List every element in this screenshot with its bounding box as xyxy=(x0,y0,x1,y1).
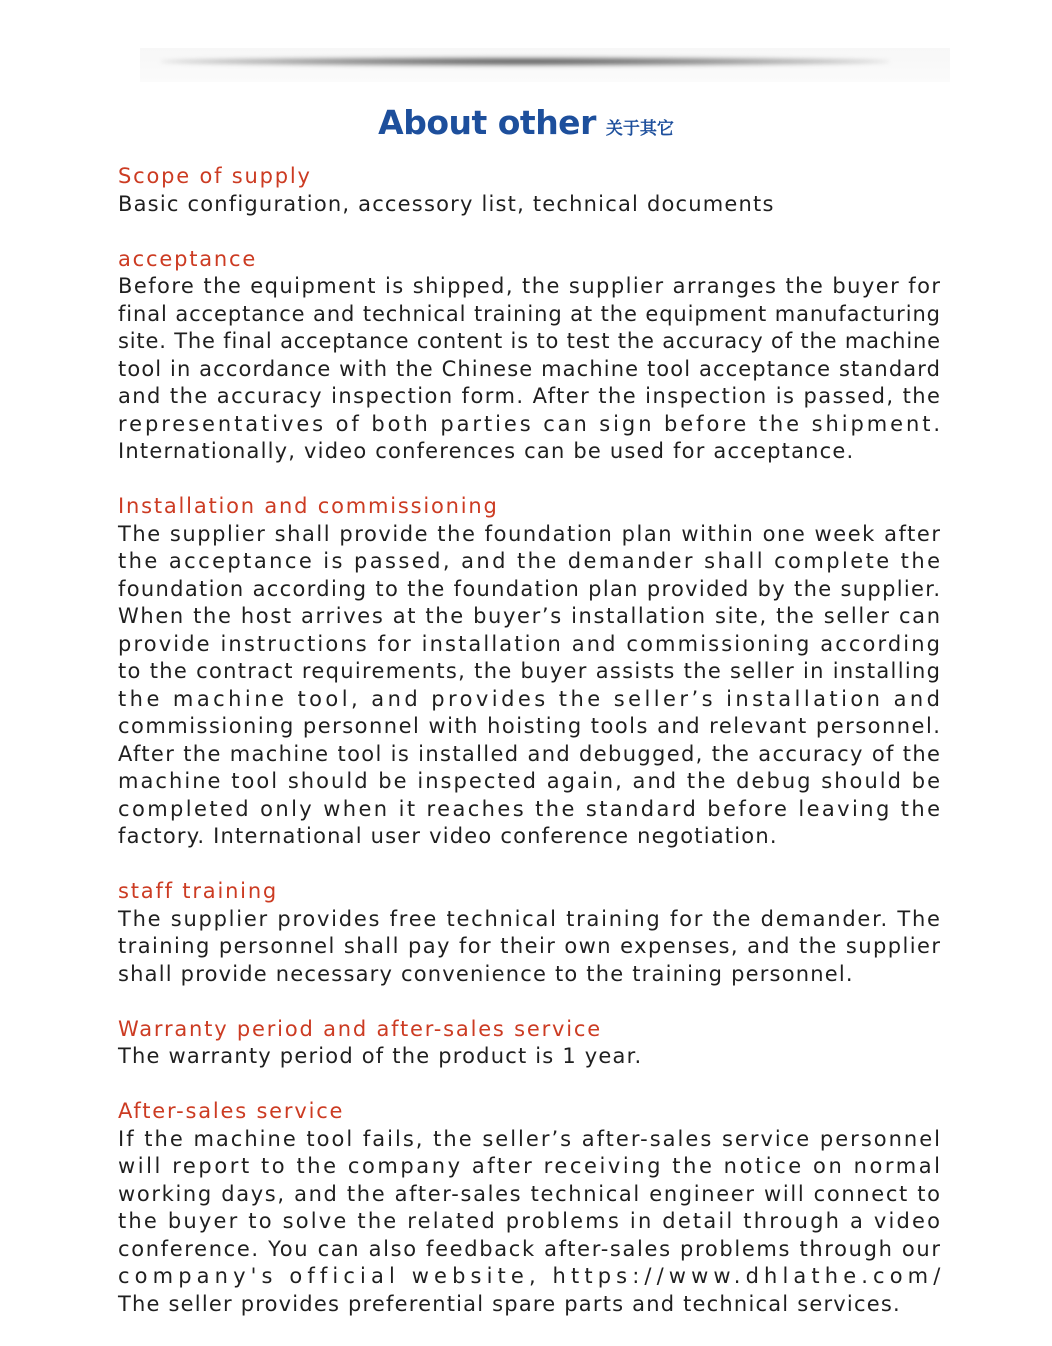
section-title: After-sales service xyxy=(118,1099,345,1123)
text-line: If the machine tool fails, the seller’s after-sales service personnel xyxy=(118,1126,943,1151)
section-scope-of-supply xyxy=(118,163,958,218)
section-text xyxy=(118,1126,958,1319)
section-acceptance xyxy=(118,246,958,466)
text-line: training personnel shall pay for their own expenses, and the supplier xyxy=(118,934,942,958)
text-line: shall provide necessary convenience to the training personnel. xyxy=(118,961,854,986)
text-line: provide instructions for installation and commissioning according xyxy=(118,631,943,656)
text-line: working days, and the after-sales technical engineer will connect to xyxy=(118,1181,942,1206)
text-line: tool in accordance with the Chinese machine tool acceptance standard xyxy=(118,356,942,381)
section-text xyxy=(118,906,958,989)
text-line: Before the equipment is shipped, the supplier arranges the buyer for xyxy=(118,274,942,298)
section-title: acceptance xyxy=(118,246,258,271)
text-line: The supplier provides free technical training for the demander. The xyxy=(118,906,942,931)
section-title: Scope of supply xyxy=(118,164,312,188)
top-divider-shadow xyxy=(140,48,950,82)
section-title: Warranty period and after-sales service xyxy=(118,1016,602,1041)
section-after-sales-service xyxy=(118,1098,958,1318)
text-line: When the host arrives at the buyer’s installation site, the seller can xyxy=(118,604,942,628)
text-line: final acceptance and technical training at the equipment manufacturing xyxy=(118,301,941,326)
text-line: Basic configuration, accessory list, technical documents xyxy=(118,191,775,216)
text-line: company's official website, https://www.dhlathe.com/ xyxy=(118,1264,946,1288)
text-line: factory. International user video conference negotiation. xyxy=(118,824,778,848)
text-line: foundation according to the foundation plan provided by the supplier. xyxy=(118,576,942,601)
section-installation-and-commissioning xyxy=(118,493,958,851)
text-line: Internationally, video conferences can be used for acceptance. xyxy=(118,439,855,463)
text-line: conference. You can also feedback after-sales problems through our xyxy=(118,1236,942,1261)
page-title: About other xyxy=(378,103,596,142)
text-line: will report to the company after receiving the notice on normal xyxy=(118,1154,943,1178)
text-line: After the machine tool is installed and debugged, the accuracy of the xyxy=(118,741,942,766)
section-text xyxy=(118,1043,958,1071)
text-line: The seller provides preferential spare parts and technical services. xyxy=(118,1291,901,1316)
section-title: Installation and commissioning xyxy=(118,494,499,518)
text-line: The supplier shall provide the foundation plan within one week after xyxy=(118,521,942,546)
text-line: The warranty period of the product is 1 year. xyxy=(118,1044,643,1068)
page-subtitle: 关于其它 xyxy=(605,119,674,139)
page-heading xyxy=(0,103,1052,142)
text-line: the machine tool, and provides the seller’s installation and xyxy=(118,686,944,711)
text-line: and the accuracy inspection form. After the inspection is passed, the xyxy=(118,384,942,408)
text-line: commissioning personnel with hoisting tools and relevant personnel. xyxy=(118,714,942,738)
text-line: the acceptance is passed, and the demander shall complete the xyxy=(118,549,943,573)
section-text xyxy=(118,191,958,219)
content-body xyxy=(118,163,958,1346)
text-line: to the contract requirements, the buyer assists the seller in installing xyxy=(118,659,942,683)
text-line: machine tool should be inspected again, and the debug should be xyxy=(118,769,943,793)
section-text xyxy=(118,521,958,851)
text-line: representatives of both parties can sign before the shipment. xyxy=(118,411,943,436)
text-line: site. The final acceptance content is to test the accuracy of the machine xyxy=(118,329,941,353)
section-text xyxy=(118,273,958,466)
section-warranty-period xyxy=(118,1016,958,1071)
text-line: completed only when it reaches the standard before leaving the xyxy=(118,796,943,821)
text-line: the buyer to solve the related problems in detail through a video xyxy=(118,1209,943,1233)
section-staff-training xyxy=(118,878,958,988)
section-title: staff training xyxy=(118,879,279,903)
